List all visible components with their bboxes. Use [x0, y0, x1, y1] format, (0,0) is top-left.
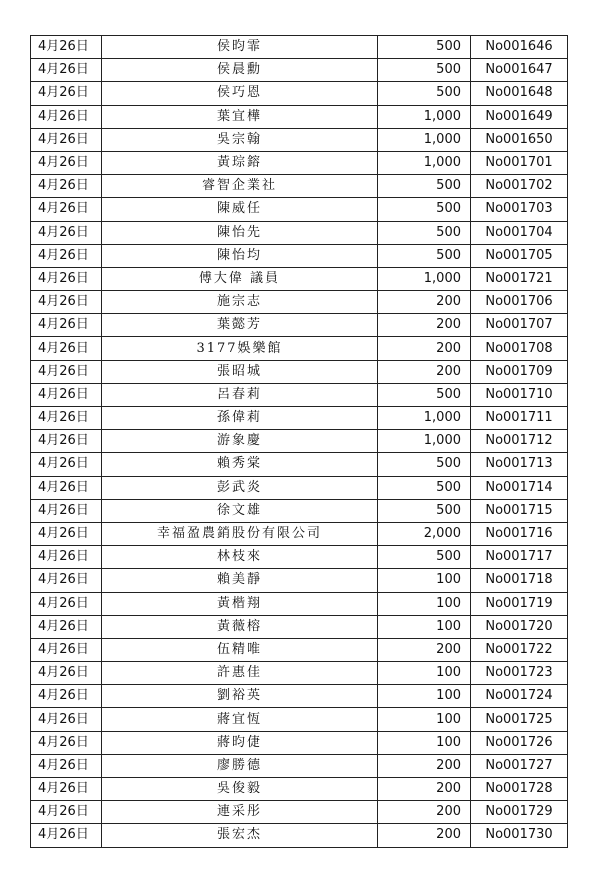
date-cell: 4月26日 [31, 337, 102, 360]
donor-name-cell: 吳宗翰 [102, 128, 378, 151]
amount-cell: 500 [378, 82, 471, 105]
receipt-number-cell: No001703 [471, 198, 568, 221]
amount-cell: 1,000 [378, 151, 471, 174]
donor-name-cell: 3177娛樂館 [102, 337, 378, 360]
amount-cell: 200 [378, 778, 471, 801]
date-cell: 4月26日 [31, 82, 102, 105]
receipt-number-cell: No001721 [471, 267, 568, 290]
donor-name-cell: 游象慶 [102, 430, 378, 453]
receipt-number-cell: No001715 [471, 499, 568, 522]
amount-cell: 200 [378, 754, 471, 777]
receipt-number-cell: No001718 [471, 569, 568, 592]
donor-name-cell: 蔣宜恆 [102, 708, 378, 731]
date-cell: 4月26日 [31, 244, 102, 267]
receipt-number-cell: No001730 [471, 824, 568, 847]
receipt-number-cell: No001723 [471, 662, 568, 685]
date-cell: 4月26日 [31, 522, 102, 545]
donor-name-cell: 傅大偉 議員 [102, 267, 378, 290]
date-cell: 4月26日 [31, 36, 102, 59]
receipt-number-cell: No001726 [471, 731, 568, 754]
table-row [31, 592, 568, 615]
table-row [31, 82, 568, 105]
date-cell: 4月26日 [31, 198, 102, 221]
donor-name-cell: 張宏杰 [102, 824, 378, 847]
date-cell: 4月26日 [31, 592, 102, 615]
donation-ledger-table [30, 35, 568, 848]
table-row [31, 128, 568, 151]
amount-cell: 200 [378, 801, 471, 824]
receipt-number-cell: No001719 [471, 592, 568, 615]
donor-name-cell: 陳怡先 [102, 221, 378, 244]
receipt-number-cell: No001728 [471, 778, 568, 801]
date-cell: 4月26日 [31, 407, 102, 430]
date-cell: 4月26日 [31, 175, 102, 198]
table-row [31, 662, 568, 685]
date-cell: 4月26日 [31, 824, 102, 847]
receipt-number-cell: No001712 [471, 430, 568, 453]
donor-name-cell: 黃琮鎔 [102, 151, 378, 174]
amount-cell: 100 [378, 708, 471, 731]
receipt-number-cell: No001727 [471, 754, 568, 777]
amount-cell: 1,000 [378, 407, 471, 430]
receipt-number-cell: No001648 [471, 82, 568, 105]
receipt-number-cell: No001724 [471, 685, 568, 708]
table-row [31, 360, 568, 383]
date-cell: 4月26日 [31, 685, 102, 708]
amount-cell: 500 [378, 546, 471, 569]
amount-cell: 200 [378, 638, 471, 661]
table-row [31, 105, 568, 128]
table-row [31, 221, 568, 244]
amount-cell: 100 [378, 731, 471, 754]
receipt-number-cell: No001720 [471, 615, 568, 638]
amount-cell: 500 [378, 175, 471, 198]
donor-name-cell: 黃楷翔 [102, 592, 378, 615]
table-row [31, 476, 568, 499]
amount-cell: 500 [378, 453, 471, 476]
receipt-number-cell: No001708 [471, 337, 568, 360]
date-cell: 4月26日 [31, 499, 102, 522]
amount-cell: 500 [378, 244, 471, 267]
table-row [31, 708, 568, 731]
date-cell: 4月26日 [31, 128, 102, 151]
table-row [31, 151, 568, 174]
receipt-number-cell: No001704 [471, 221, 568, 244]
table-row [31, 383, 568, 406]
amount-cell: 100 [378, 592, 471, 615]
donor-name-cell: 黃薇榕 [102, 615, 378, 638]
amount-cell: 500 [378, 59, 471, 82]
date-cell: 4月26日 [31, 662, 102, 685]
amount-cell: 500 [378, 499, 471, 522]
amount-cell: 100 [378, 569, 471, 592]
date-cell: 4月26日 [31, 754, 102, 777]
date-cell: 4月26日 [31, 105, 102, 128]
table-row [31, 638, 568, 661]
receipt-number-cell: No001649 [471, 105, 568, 128]
date-cell: 4月26日 [31, 476, 102, 499]
amount-cell: 500 [378, 221, 471, 244]
amount-cell: 1,000 [378, 267, 471, 290]
table-row [31, 569, 568, 592]
table-row [31, 314, 568, 337]
amount-cell: 500 [378, 198, 471, 221]
amount-cell: 200 [378, 291, 471, 314]
donor-name-cell: 葉宜樺 [102, 105, 378, 128]
date-cell: 4月26日 [31, 801, 102, 824]
receipt-number-cell: No001729 [471, 801, 568, 824]
table-row [31, 430, 568, 453]
amount-cell: 500 [378, 36, 471, 59]
donor-name-cell: 蔣昀倢 [102, 731, 378, 754]
amount-cell: 2,000 [378, 522, 471, 545]
receipt-number-cell: No001702 [471, 175, 568, 198]
donor-name-cell: 睿智企業社 [102, 175, 378, 198]
receipt-number-cell: No001725 [471, 708, 568, 731]
amount-cell: 200 [378, 314, 471, 337]
amount-cell: 200 [378, 337, 471, 360]
donor-name-cell: 幸福盈農銷股份有限公司 [102, 522, 378, 545]
amount-cell: 200 [378, 360, 471, 383]
donor-name-cell: 劉裕英 [102, 685, 378, 708]
receipt-number-cell: No001707 [471, 314, 568, 337]
donor-name-cell: 陳怡均 [102, 244, 378, 267]
date-cell: 4月26日 [31, 546, 102, 569]
date-cell: 4月26日 [31, 569, 102, 592]
receipt-number-cell: No001713 [471, 453, 568, 476]
date-cell: 4月26日 [31, 314, 102, 337]
donor-name-cell: 賴美靜 [102, 569, 378, 592]
receipt-number-cell: No001716 [471, 522, 568, 545]
receipt-number-cell: No001705 [471, 244, 568, 267]
donor-name-cell: 林枝來 [102, 546, 378, 569]
donor-name-cell: 呂春莉 [102, 383, 378, 406]
date-cell: 4月26日 [31, 778, 102, 801]
donor-name-cell: 陳威任 [102, 198, 378, 221]
date-cell: 4月26日 [31, 615, 102, 638]
table-row [31, 522, 568, 545]
table-row [31, 685, 568, 708]
amount-cell: 500 [378, 476, 471, 499]
date-cell: 4月26日 [31, 59, 102, 82]
donor-name-cell: 孫偉莉 [102, 407, 378, 430]
table-row [31, 198, 568, 221]
table-row [31, 36, 568, 59]
receipt-number-cell: No001717 [471, 546, 568, 569]
table-row [31, 754, 568, 777]
donor-name-cell: 葉懿芳 [102, 314, 378, 337]
date-cell: 4月26日 [31, 638, 102, 661]
receipt-number-cell: No001646 [471, 36, 568, 59]
table-row [31, 407, 568, 430]
date-cell: 4月26日 [31, 291, 102, 314]
donor-name-cell: 侯晨勳 [102, 59, 378, 82]
date-cell: 4月26日 [31, 383, 102, 406]
amount-cell: 500 [378, 383, 471, 406]
receipt-number-cell: No001701 [471, 151, 568, 174]
table-row [31, 453, 568, 476]
date-cell: 4月26日 [31, 267, 102, 290]
amount-cell: 100 [378, 685, 471, 708]
donor-name-cell: 施宗志 [102, 291, 378, 314]
table-row [31, 59, 568, 82]
table-row [31, 175, 568, 198]
donor-name-cell: 徐文雄 [102, 499, 378, 522]
receipt-number-cell: No001710 [471, 383, 568, 406]
table-row [31, 731, 568, 754]
donor-name-cell: 廖勝德 [102, 754, 378, 777]
amount-cell: 100 [378, 662, 471, 685]
table-row [31, 337, 568, 360]
receipt-number-cell: No001650 [471, 128, 568, 151]
donor-name-cell: 張昭城 [102, 360, 378, 383]
date-cell: 4月26日 [31, 221, 102, 244]
amount-cell: 200 [378, 824, 471, 847]
donor-name-cell: 彭武炎 [102, 476, 378, 499]
receipt-number-cell: No001647 [471, 59, 568, 82]
date-cell: 4月26日 [31, 708, 102, 731]
receipt-number-cell: No001706 [471, 291, 568, 314]
date-cell: 4月26日 [31, 151, 102, 174]
table-row [31, 778, 568, 801]
amount-cell: 1,000 [378, 430, 471, 453]
receipt-number-cell: No001711 [471, 407, 568, 430]
donor-name-cell: 連采彤 [102, 801, 378, 824]
donor-name-cell: 吳俊毅 [102, 778, 378, 801]
table-row [31, 801, 568, 824]
date-cell: 4月26日 [31, 430, 102, 453]
date-cell: 4月26日 [31, 731, 102, 754]
receipt-number-cell: No001722 [471, 638, 568, 661]
amount-cell: 1,000 [378, 128, 471, 151]
donor-name-cell: 許惠佳 [102, 662, 378, 685]
table-row [31, 615, 568, 638]
donor-name-cell: 侯巧恩 [102, 82, 378, 105]
table-row [31, 499, 568, 522]
table-row [31, 546, 568, 569]
amount-cell: 100 [378, 615, 471, 638]
donor-name-cell: 伍精唯 [102, 638, 378, 661]
donor-name-cell: 侯昀霏 [102, 36, 378, 59]
table-row [31, 824, 568, 847]
receipt-number-cell: No001714 [471, 476, 568, 499]
date-cell: 4月26日 [31, 360, 102, 383]
amount-cell: 1,000 [378, 105, 471, 128]
table-row [31, 267, 568, 290]
date-cell: 4月26日 [31, 453, 102, 476]
donor-name-cell: 賴秀棠 [102, 453, 378, 476]
ledger-body [31, 36, 568, 848]
table-row [31, 291, 568, 314]
receipt-number-cell: No001709 [471, 360, 568, 383]
table-row [31, 244, 568, 267]
